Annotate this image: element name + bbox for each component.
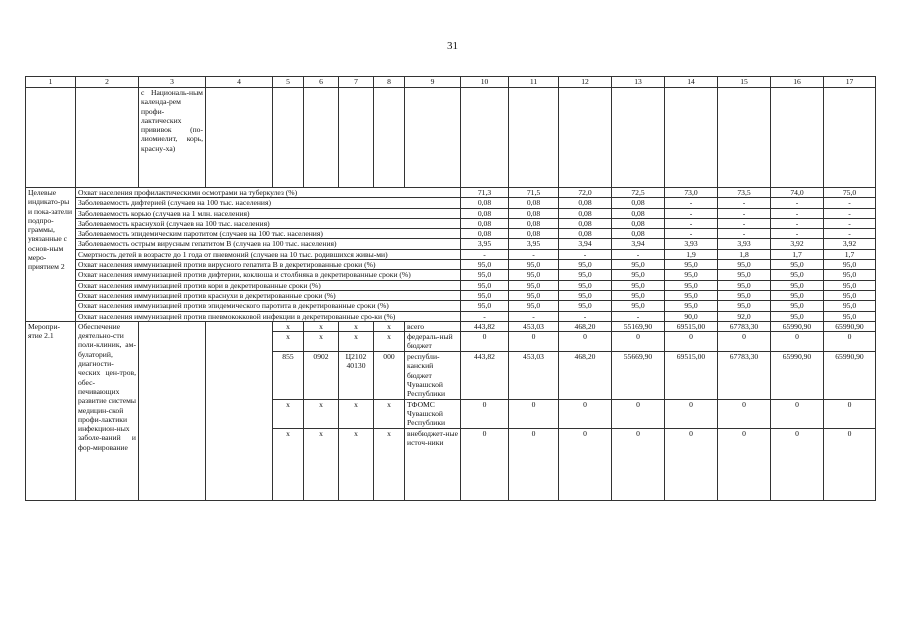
code-cell: х xyxy=(273,399,304,428)
indicator-row xyxy=(26,280,876,290)
indicator-value: 95,0 xyxy=(559,290,612,300)
event-description: Обеспечение деятельно-сти поли-клиник, ам-булаторий, диагности-ческих цен-тров, обес-печивающих развитие системы медицин-ской профи-лактики инфекцион-ных заболе-ваний и фор-мирование xyxy=(76,321,139,500)
funding-value: 0 xyxy=(824,332,876,352)
indicator-value: 1,8 xyxy=(718,249,771,259)
indicator-name: Охват населения профилактическими осмотрами на туберкулез (%) xyxy=(76,188,461,198)
funding-value: 67783,30 xyxy=(718,321,771,331)
indicator-value: 3,92 xyxy=(771,239,824,249)
indicator-value: 95,0 xyxy=(612,270,665,280)
indicator-value: 95,0 xyxy=(771,280,824,290)
code-cell: х xyxy=(304,399,339,428)
code-cell: х xyxy=(339,321,374,331)
funding-value: 0 xyxy=(665,399,718,428)
cell-empty xyxy=(405,88,461,188)
funding-source: внебюджет-ные источ-ники xyxy=(405,428,461,500)
cell-empty xyxy=(718,88,771,188)
funding-value: 65990,90 xyxy=(824,321,876,331)
indicator-value: 95,0 xyxy=(509,280,559,290)
indicator-name: Заболеваемость эпидемическим паротитом (случаев на 100 тыс. населения) xyxy=(76,229,461,239)
code-cell: х xyxy=(304,428,339,500)
code-cell: х xyxy=(374,428,405,500)
indicator-value: 1,9 xyxy=(665,249,718,259)
indicator-value: - xyxy=(461,311,509,321)
indicator-name: Охват населения иммунизацией против пневмококковой инфекции в декретированные сро-ки (%) xyxy=(76,311,461,321)
indicator-value: 95,0 xyxy=(559,301,612,311)
column-number: 5 xyxy=(273,77,304,88)
funding-row xyxy=(26,321,876,331)
column-number: 11 xyxy=(509,77,559,88)
code-cell: 855 xyxy=(273,352,304,399)
indicator-value: - xyxy=(559,311,612,321)
funding-source: республи-канский бюджет Чувашской Республики xyxy=(405,352,461,399)
indicator-row xyxy=(26,188,876,198)
indicator-value: 95,0 xyxy=(718,290,771,300)
indicator-value: - xyxy=(824,208,876,218)
cell-empty xyxy=(559,88,612,188)
funding-value: 453,03 xyxy=(509,321,559,331)
indicator-value: 71,3 xyxy=(461,188,509,198)
indicator-row xyxy=(26,311,876,321)
indicator-value: 0,08 xyxy=(461,218,509,228)
indicator-value: 75,0 xyxy=(824,188,876,198)
code-cell: х xyxy=(374,399,405,428)
indicator-value: 0,08 xyxy=(559,218,612,228)
indicator-row xyxy=(26,249,876,259)
indicator-row xyxy=(26,239,876,249)
cell-empty xyxy=(374,88,405,188)
indicator-value: 95,0 xyxy=(665,270,718,280)
funding-value: 0 xyxy=(771,428,824,500)
funding-value: 0 xyxy=(771,332,824,352)
funding-value: 453,03 xyxy=(509,352,559,399)
indicator-name: Охват населения иммунизацией против краснухи в декретированные сроки (%) xyxy=(76,290,461,300)
column-number: 3 xyxy=(139,77,206,88)
funding-value: 443,82 xyxy=(461,321,509,331)
code-cell: х xyxy=(339,332,374,352)
code-cell: 000 xyxy=(374,352,405,399)
indicator-row xyxy=(26,208,876,218)
cell-empty xyxy=(461,88,509,188)
indicator-value: 95,0 xyxy=(559,280,612,290)
indicator-value: - xyxy=(718,198,771,208)
indicator-value: 95,0 xyxy=(461,301,509,311)
indicator-value: 95,0 xyxy=(824,311,876,321)
indicator-name: Охват населения иммунизацией против эпидемического паротита в декретированные сроки (%) xyxy=(76,301,461,311)
funding-value: 0 xyxy=(824,428,876,500)
indicator-value: 95,0 xyxy=(559,270,612,280)
indicator-name: Охват населения иммунизацией против кори в декретированные сроки (%) xyxy=(76,280,461,290)
column-number-row xyxy=(26,77,876,88)
indicator-value: - xyxy=(824,218,876,228)
indicator-value: 95,0 xyxy=(665,290,718,300)
event-label: Меропри-ятие 2.1 xyxy=(26,321,76,500)
indicator-value: - xyxy=(461,249,509,259)
indicator-value: 0,08 xyxy=(509,208,559,218)
indicator-value: 95,0 xyxy=(461,270,509,280)
indicator-value: 0,08 xyxy=(509,229,559,239)
indicator-value: 95,0 xyxy=(718,280,771,290)
indicator-value: - xyxy=(665,229,718,239)
table-body xyxy=(26,77,876,501)
column-number: 4 xyxy=(206,77,273,88)
indicator-value: 95,0 xyxy=(612,301,665,311)
indicator-value: 95,0 xyxy=(771,270,824,280)
indicator-value: 3,92 xyxy=(824,239,876,249)
code-cell: х xyxy=(304,332,339,352)
indicator-value: 0,08 xyxy=(461,229,509,239)
indicator-value: - xyxy=(771,229,824,239)
indicator-value: 0,08 xyxy=(461,208,509,218)
indicator-value: - xyxy=(771,198,824,208)
code-cell: х xyxy=(304,321,339,331)
indicator-value: - xyxy=(509,249,559,259)
column-number: 16 xyxy=(771,77,824,88)
funding-value: 69515,00 xyxy=(665,352,718,399)
funding-value: 0 xyxy=(665,332,718,352)
indicator-name: Смертность детей в возрасте до 1 года от пневмоний (случаев на 10 тыс. родившихся живы-ми) xyxy=(76,249,461,259)
indicator-value: 73,5 xyxy=(718,188,771,198)
funding-value: 0 xyxy=(559,399,612,428)
funding-value: 0 xyxy=(559,428,612,500)
cell-empty xyxy=(665,88,718,188)
indicator-value: 0,08 xyxy=(559,198,612,208)
indicator-value: 95,0 xyxy=(718,260,771,270)
indicator-value: - xyxy=(771,218,824,228)
indicator-value: 3,94 xyxy=(612,239,665,249)
cell-empty xyxy=(339,88,374,188)
code-cell: Ц2102 40130 xyxy=(339,352,374,399)
indicator-value: 90,0 xyxy=(665,311,718,321)
column-number: 10 xyxy=(461,77,509,88)
indicator-value: 0,08 xyxy=(509,198,559,208)
indicator-value: 95,0 xyxy=(612,260,665,270)
indicator-value: - xyxy=(718,218,771,228)
indicator-value: 95,0 xyxy=(771,301,824,311)
indicator-value: - xyxy=(559,249,612,259)
column-number: 2 xyxy=(76,77,139,88)
funding-value: 0 xyxy=(509,399,559,428)
indicator-value: 0,08 xyxy=(509,218,559,228)
indicator-value: 95,0 xyxy=(824,301,876,311)
indicator-value: - xyxy=(718,208,771,218)
column-number: 12 xyxy=(559,77,612,88)
indicator-value: 95,0 xyxy=(824,270,876,280)
indicator-row xyxy=(26,198,876,208)
funding-value: 65990,90 xyxy=(771,321,824,331)
column-number: 13 xyxy=(612,77,665,88)
funding-value: 443,82 xyxy=(461,352,509,399)
indicator-value: 95,0 xyxy=(824,290,876,300)
code-cell: х xyxy=(273,321,304,331)
cell-empty xyxy=(206,321,273,500)
indicator-name: Заболеваемость острым вирусным гепатитом В (случаев на 100 тыс. населения) xyxy=(76,239,461,249)
code-cell: х xyxy=(339,399,374,428)
indicator-value: 95,0 xyxy=(718,301,771,311)
code-cell: х xyxy=(374,321,405,331)
indicator-value: 95,0 xyxy=(509,301,559,311)
indicator-value: 95,0 xyxy=(718,270,771,280)
indicator-value: 95,0 xyxy=(461,280,509,290)
cell-empty xyxy=(304,88,339,188)
indicator-value: 1,7 xyxy=(771,249,824,259)
funding-value: 55669,90 xyxy=(612,352,665,399)
indicator-value: 0,08 xyxy=(612,198,665,208)
indicator-value: 95,0 xyxy=(665,301,718,311)
indicator-value: 72,5 xyxy=(612,188,665,198)
code-cell: х xyxy=(339,428,374,500)
page-number: 31 xyxy=(447,40,458,52)
cell-empty xyxy=(206,88,273,188)
column-number: 7 xyxy=(339,77,374,88)
column-number: 17 xyxy=(824,77,876,88)
indicator-value: - xyxy=(665,208,718,218)
funding-source: ТФОМС Чувашской Республики xyxy=(405,399,461,428)
indicator-value: 72,0 xyxy=(559,188,612,198)
indicator-row xyxy=(26,301,876,311)
indicator-row xyxy=(26,260,876,270)
indicator-value: 3,95 xyxy=(461,239,509,249)
indicator-value: - xyxy=(665,218,718,228)
funding-value: 0 xyxy=(461,399,509,428)
funding-value: 55169,90 xyxy=(612,321,665,331)
indicator-value: 95,0 xyxy=(509,290,559,300)
indicator-value: 95,0 xyxy=(612,280,665,290)
indicator-row xyxy=(26,218,876,228)
indicator-value: - xyxy=(824,229,876,239)
indicator-value: 95,0 xyxy=(461,260,509,270)
code-cell: х xyxy=(273,428,304,500)
indicator-value: 0,08 xyxy=(559,229,612,239)
targets-label: Целевые индикато-ры и пока-затели подпро-граммы, увязанные с основ-ным меро-приятием 2 xyxy=(26,188,76,322)
indicator-row xyxy=(26,270,876,280)
indicator-value: 95,0 xyxy=(665,260,718,270)
funding-value: 468,20 xyxy=(559,352,612,399)
cell-empty xyxy=(612,88,665,188)
cell-empty xyxy=(26,88,76,188)
funding-source: федераль-ный бюджет xyxy=(405,332,461,352)
indicator-value: 0,08 xyxy=(612,218,665,228)
indicator-value: 3,94 xyxy=(559,239,612,249)
column-number: 15 xyxy=(718,77,771,88)
cell-empty xyxy=(824,88,876,188)
cell-empty xyxy=(771,88,824,188)
funding-value: 0 xyxy=(718,428,771,500)
indicator-value: - xyxy=(665,198,718,208)
indicator-value: 95,0 xyxy=(612,290,665,300)
indicator-value: 95,0 xyxy=(771,260,824,270)
funding-value: 468,20 xyxy=(559,321,612,331)
indicator-value: 3,93 xyxy=(665,239,718,249)
indicator-name: Заболеваемость корью (случаев на 1 млн. населения) xyxy=(76,208,461,218)
funding-value: 0 xyxy=(559,332,612,352)
indicator-value: 0,08 xyxy=(612,208,665,218)
code-cell: 0902 xyxy=(304,352,339,399)
indicator-value: - xyxy=(612,249,665,259)
funding-value: 0 xyxy=(771,399,824,428)
indicator-value: 95,0 xyxy=(771,290,824,300)
indicator-value: 95,0 xyxy=(509,270,559,280)
column-number: 1 xyxy=(26,77,76,88)
indicator-row xyxy=(26,229,876,239)
vaccination-calendar-text: с Националь-ным календа-рем профи-лактических прививок (по-лиомиелит, корь, красну-ха) xyxy=(139,88,206,188)
column-number: 6 xyxy=(304,77,339,88)
code-cell: х xyxy=(273,332,304,352)
funding-value: 65990,90 xyxy=(824,352,876,399)
indicator-value: 95,0 xyxy=(824,280,876,290)
funding-value: 0 xyxy=(718,332,771,352)
continuation-row xyxy=(26,88,876,188)
indicator-value: 74,0 xyxy=(771,188,824,198)
indicator-name: Охват населения иммунизацией против дифтерии, коклюша и столбняка в декретированные сроки (%) xyxy=(76,270,461,280)
funding-value: 0 xyxy=(718,399,771,428)
indicator-value: 92,0 xyxy=(718,311,771,321)
indicator-name: Заболеваемость дифтерией (случаев на 100 тыс. населения) xyxy=(76,198,461,208)
funding-value: 69515,00 xyxy=(665,321,718,331)
indicator-value: - xyxy=(612,311,665,321)
funding-value: 0 xyxy=(824,399,876,428)
cell-empty xyxy=(139,321,206,500)
funding-source: всего xyxy=(405,321,461,331)
indicator-value: 0,08 xyxy=(612,229,665,239)
program-table xyxy=(25,76,876,501)
indicator-value: 1,7 xyxy=(824,249,876,259)
funding-value: 0 xyxy=(461,428,509,500)
funding-value: 65990,90 xyxy=(771,352,824,399)
indicator-value: - xyxy=(771,208,824,218)
funding-value: 0 xyxy=(461,332,509,352)
column-number: 8 xyxy=(374,77,405,88)
indicator-value: 0,08 xyxy=(559,208,612,218)
cell-empty xyxy=(273,88,304,188)
indicator-value: 95,0 xyxy=(665,280,718,290)
funding-value: 0 xyxy=(612,332,665,352)
funding-value: 0 xyxy=(612,399,665,428)
indicator-row xyxy=(26,290,876,300)
cell-empty xyxy=(509,88,559,188)
indicator-value: 95,0 xyxy=(461,290,509,300)
indicator-value: 73,0 xyxy=(665,188,718,198)
indicator-value: 0,08 xyxy=(461,198,509,208)
indicator-value: 95,0 xyxy=(509,260,559,270)
indicator-value: 95,0 xyxy=(559,260,612,270)
indicator-value: 95,0 xyxy=(771,311,824,321)
indicator-value: - xyxy=(824,198,876,208)
indicator-name: Охват населения иммунизацией против вирусного гепатита В в декретированные сроки (%) xyxy=(76,260,461,270)
code-cell: х xyxy=(374,332,405,352)
indicator-value: 3,93 xyxy=(718,239,771,249)
cell-empty xyxy=(76,88,139,188)
column-number: 14 xyxy=(665,77,718,88)
indicator-value: - xyxy=(509,311,559,321)
funding-value: 0 xyxy=(665,428,718,500)
funding-value: 0 xyxy=(509,332,559,352)
indicator-value: 3,95 xyxy=(509,239,559,249)
funding-value: 67783,30 xyxy=(718,352,771,399)
funding-value: 0 xyxy=(509,428,559,500)
indicator-name: Заболеваемость краснухой (случаев на 100 тыс. населения) xyxy=(76,218,461,228)
funding-value: 0 xyxy=(612,428,665,500)
indicator-value: 71,5 xyxy=(509,188,559,198)
column-number: 9 xyxy=(405,77,461,88)
indicator-value: 95,0 xyxy=(824,260,876,270)
indicator-value: - xyxy=(718,229,771,239)
